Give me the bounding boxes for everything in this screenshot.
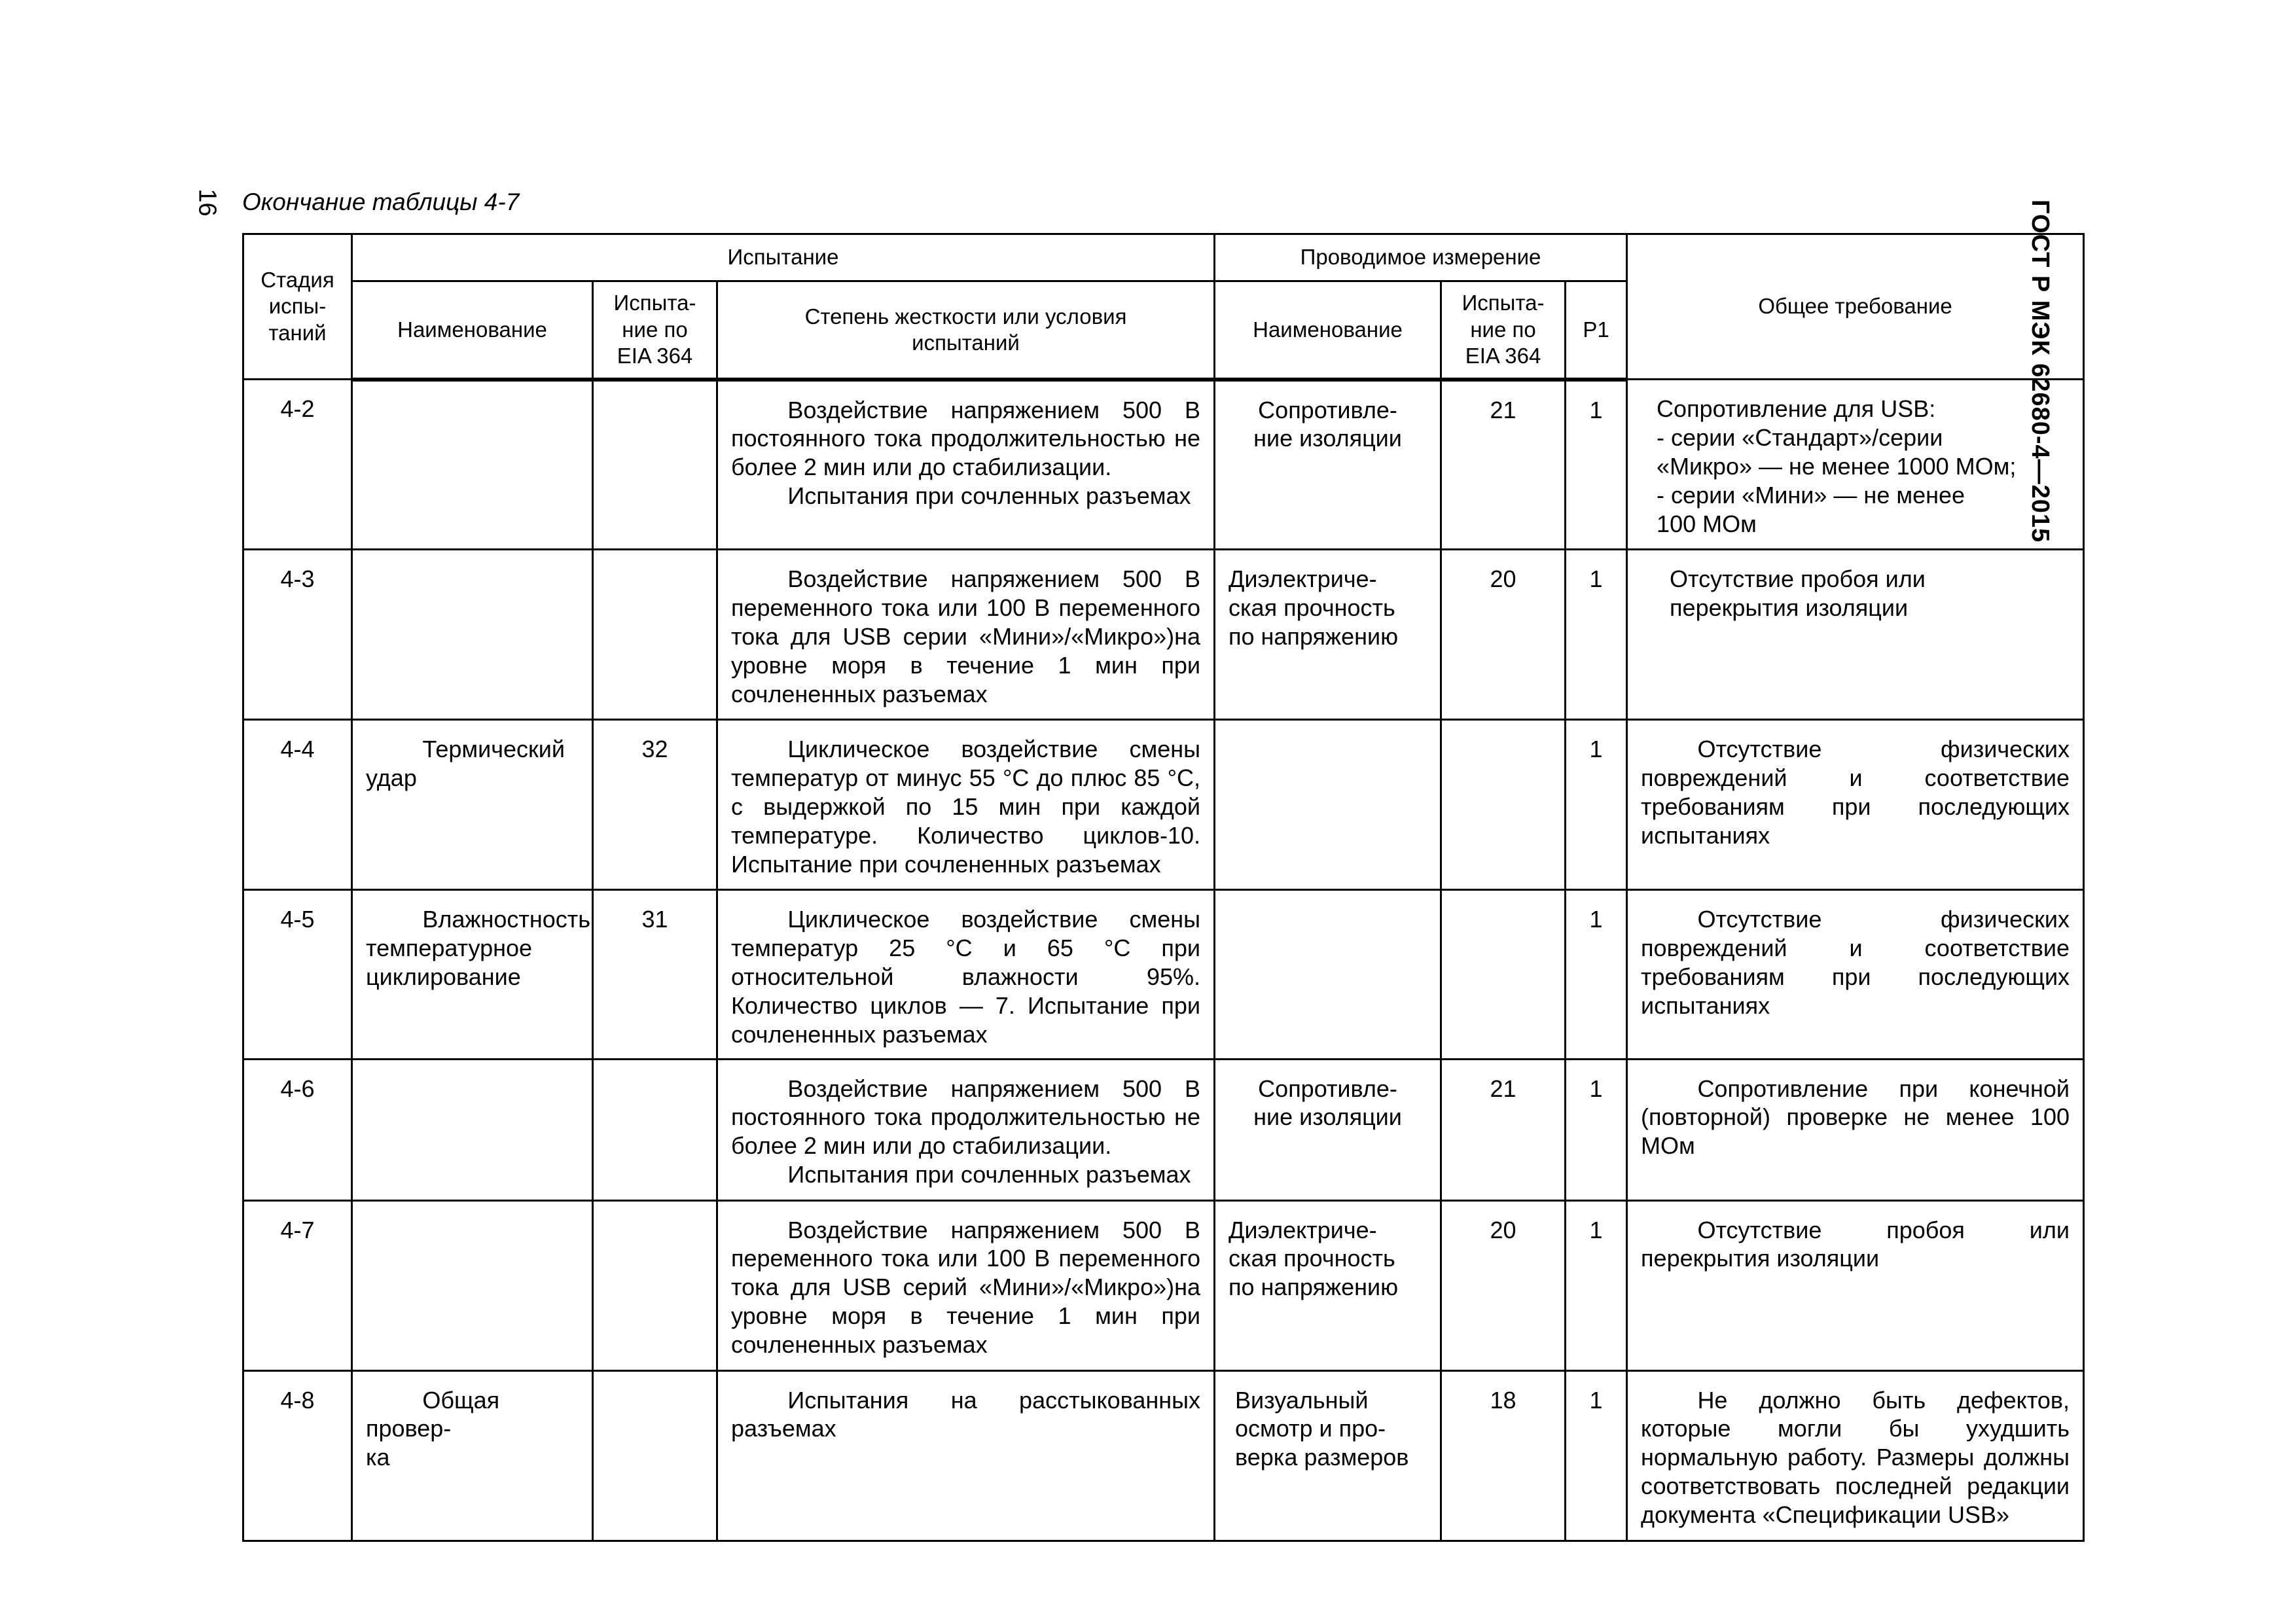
- header-measure-name: Наименование: [1215, 281, 1441, 380]
- header-test-group: Испытание: [352, 234, 1215, 281]
- table-header: [243, 234, 2084, 380]
- cell-p1: 1: [1566, 720, 1627, 890]
- cell-stage: 4-5: [243, 890, 352, 1060]
- table-row: [243, 720, 2084, 890]
- cell-severity: [717, 380, 1215, 550]
- severity-line: Воздействие напряжением 500 В переменного тока или 100 В переменного тока для USB серий «Мини»/«Микро»)на уровне моря в течение 1 мин при сочлененных разъемах: [731, 1216, 1201, 1359]
- cell-test-eia: [593, 1200, 717, 1370]
- cell-test-eia: [593, 550, 717, 720]
- cell-p1: 1: [1566, 1059, 1627, 1200]
- cell-p1: 1: [1566, 1370, 1627, 1541]
- severity-line: Испытания на расстыкованных разъемах: [731, 1386, 1201, 1442]
- header-test-eia: Испыта- ние по EIA 364: [593, 281, 717, 380]
- table-body: [243, 380, 2084, 1541]
- cell-severity: [717, 1370, 1215, 1541]
- document-id: ГОСТ Р МЭК 62680-4—2015: [2026, 200, 2054, 543]
- severity-line: Испытания при сочленных разъемах: [787, 482, 1191, 510]
- cell-test-eia: 31: [593, 890, 717, 1060]
- cell-stage: 4-6: [243, 1059, 352, 1200]
- cell-p1: 1: [1566, 380, 1627, 550]
- cell-measure-name: [1215, 890, 1441, 1060]
- header-test-severity: Степень жесткости или условия испытаний: [717, 281, 1215, 380]
- severity-line: Воздействие напряжением 500 В постоянного тока продолжительностью не более 2 мин или до стабилизации.: [731, 1075, 1201, 1160]
- header-test-name: Наименование: [352, 281, 593, 380]
- severity-line: Циклическое воздействие смены температур от минус 55 °С до плюс 85 °С, с выдержкой по 15 мин при каждой температуре. Количество циклов-10. Испытание при сочлененных разъемах: [731, 736, 1201, 878]
- table-row: [243, 380, 2084, 550]
- cell-measure-name: Диэлектриче- ская прочность по напряжению: [1215, 1200, 1441, 1370]
- cell-measure-name: [1215, 720, 1441, 890]
- header-general-requirement: Общее требование: [1627, 234, 2084, 380]
- cell-measure-eia: [1441, 890, 1566, 1060]
- cell-p1: 1: [1566, 550, 1627, 720]
- cell-stage: 4-2: [243, 380, 352, 550]
- severity-line: Воздействие напряжением 500 В переменного тока или 100 В переменного тока для USB серии «Мини»/«Микро»)на уровне моря в течение 1 мин при сочлененных разъемах: [731, 565, 1201, 707]
- cell-measure-eia: 18: [1441, 1370, 1566, 1541]
- cell-general-requirement: Отсутствие физических повреждений и соответствие требованиям при последующих испытаниях: [1627, 720, 2084, 890]
- cell-stage: 4-7: [243, 1200, 352, 1370]
- cell-stage: 4-8: [243, 1370, 352, 1541]
- cell-stage: 4-4: [243, 720, 352, 890]
- cell-measure-name: Сопротивле- ние изоляции: [1215, 380, 1441, 550]
- table-row: [243, 1059, 2084, 1200]
- cell-test-name: Термический удар: [352, 720, 593, 890]
- cell-general-requirement: Отсутствие пробоя или перекрытия изоляции: [1627, 1200, 2084, 1370]
- cell-general-requirement: Сопротивление при конечной (повторной) проверке не менее 100 МОм: [1627, 1059, 2084, 1200]
- header-p1: P1: [1566, 281, 1627, 380]
- cell-general-requirement: Отсутствие физических повреждений и соответствие требованиям при последующих испытаниях: [1627, 890, 2084, 1060]
- cell-stage: 4-3: [243, 550, 352, 720]
- cell-measure-eia: 21: [1441, 380, 1566, 550]
- cell-severity: [717, 890, 1215, 1060]
- cell-general-requirement: Отсутствие пробоя или перекрытия изоляции: [1627, 550, 2084, 720]
- cell-test-name: [352, 550, 593, 720]
- cell-test-name: [352, 1059, 593, 1200]
- page-number: 16: [193, 188, 221, 217]
- severity-line: Испытания при сочленных разъемах: [787, 1161, 1191, 1188]
- cell-measure-eia: 20: [1441, 1200, 1566, 1370]
- cell-severity: [717, 550, 1215, 720]
- severity-line: Воздействие напряжением 500 В постоянного тока продолжительностью не более 2 мин или до стабилизации.: [731, 396, 1201, 481]
- cell-general-requirement: Не должно быть дефектов, которые могли бы ухудшить нормальную работу. Размеры должны соответствовать последней редакции документа «Спецификации USB»: [1627, 1370, 2084, 1541]
- cell-measure-eia: [1441, 720, 1566, 890]
- table-row: [243, 1370, 2084, 1541]
- cell-severity: [717, 1059, 1215, 1200]
- table-row: [243, 890, 2084, 1060]
- severity-line: Циклическое воздействие смены температур 25 °С и 65 °С при относительной влажности 95%. Количество циклов — 7. Испытание при сочлененных разъемах: [731, 906, 1201, 1048]
- cell-test-name: [352, 1200, 593, 1370]
- spec-table: [242, 233, 2085, 1542]
- cell-measure-name: Визуальный осмотр и про- верка размеров: [1215, 1370, 1441, 1541]
- cell-test-name: Общая провер- ка: [352, 1370, 593, 1541]
- cell-test-eia: [593, 380, 717, 550]
- header-measure-group: Проводимое измерение: [1215, 234, 1627, 281]
- cell-measure-name: Сопротивле- ние изоляции: [1215, 1059, 1441, 1200]
- table-row: [243, 1200, 2084, 1370]
- cell-p1: 1: [1566, 890, 1627, 1060]
- table-caption: Окончание таблицы 4-7: [242, 188, 520, 215]
- cell-severity: [717, 720, 1215, 890]
- header-measure-eia: Испыта- ние по EIA 364: [1441, 281, 1566, 380]
- cell-p1: 1: [1566, 1200, 1627, 1370]
- header-stage: Стадия испы- таний: [243, 234, 352, 380]
- cell-measure-name: Диэлектриче- ская прочность по напряжению: [1215, 550, 1441, 720]
- cell-severity: [717, 1200, 1215, 1370]
- cell-measure-eia: 21: [1441, 1059, 1566, 1200]
- cell-test-name: [352, 380, 593, 550]
- cell-general-requirement: Сопротивление для USB: - серии «Стандарт»/серии «Микро» — не менее 1000 МОм; - серии «Мини» — не менее 100 МОм: [1627, 380, 2084, 550]
- cell-test-eia: 32: [593, 720, 717, 890]
- cell-test-eia: [593, 1370, 717, 1541]
- cell-test-name: Влажностность температурное циклирование: [352, 890, 593, 1060]
- cell-measure-eia: 20: [1441, 550, 1566, 720]
- table-row: [243, 550, 2084, 720]
- cell-test-eia: [593, 1059, 717, 1200]
